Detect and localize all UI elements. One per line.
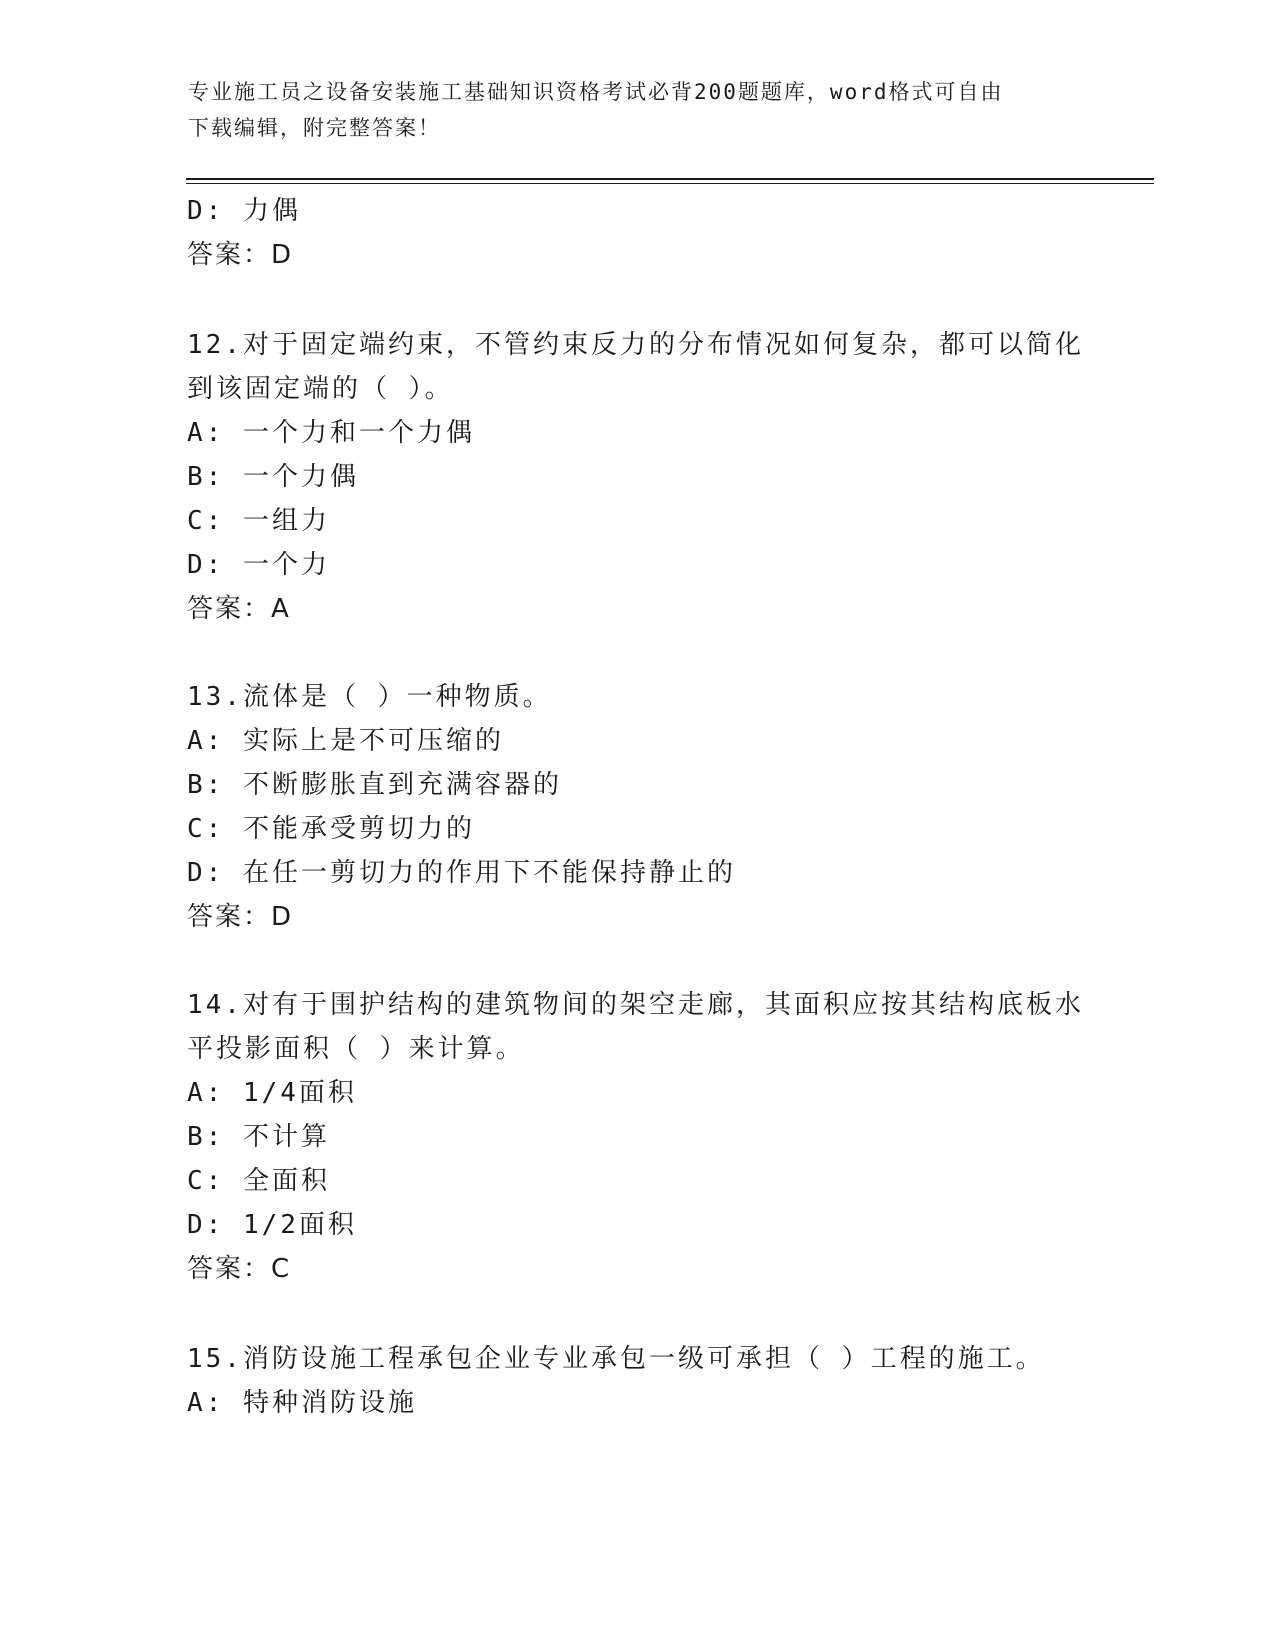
q12-stem-line-2: 到该固定端的（ ）。 bbox=[187, 374, 454, 404]
q15-stem-line-1: 15.消防设施工程承包企业专业承包一级可承担（ ）工程的施工。 bbox=[187, 1344, 1045, 1374]
document-header bbox=[188, 74, 1088, 146]
q13-option-b: B: 不断膨胀直到充满容器的 bbox=[187, 770, 562, 800]
prev-answer: 答案：D bbox=[187, 240, 294, 270]
q12-option-a: A: 一个力和一个力偶 bbox=[187, 418, 475, 448]
q14-option-b: B: 不计算 bbox=[187, 1122, 330, 1152]
q12-option-d: D: 一个力 bbox=[187, 550, 330, 580]
q14-option-d: D: 1/2面积 bbox=[187, 1210, 357, 1240]
header-line-1: 专业施工员之设备安装施工基础知识资格考试必背200题题库，word格式可自由 bbox=[188, 80, 1004, 104]
q14-stem-line-1: 14.对有于围护结构的建筑物间的架空走廊，其面积应按其结构底板水 bbox=[187, 990, 1084, 1020]
header-line-2: 下载编辑，附完整答案！ bbox=[188, 116, 441, 140]
prev-option-d: D: 力偶 bbox=[187, 196, 301, 226]
q14-answer: 答案：C bbox=[187, 1254, 292, 1284]
q13-stem-line-1: 13.流体是（ ）一种物质。 bbox=[187, 682, 552, 712]
q13-answer: 答案：D bbox=[187, 902, 294, 932]
q12-option-b: B: 一个力偶 bbox=[187, 462, 359, 492]
q13-option-d: D: 在任一剪切力的作用下不能保持静止的 bbox=[187, 858, 736, 888]
q14-option-c: C: 全面积 bbox=[187, 1166, 330, 1196]
header-divider-thin bbox=[186, 183, 1154, 184]
q14-stem-line-2: 平投影面积（ ）来计算。 bbox=[187, 1034, 525, 1064]
header-divider-thick bbox=[186, 178, 1154, 180]
q12-option-c: C: 一组力 bbox=[187, 506, 330, 536]
q13-option-c: C: 不能承受剪切力的 bbox=[187, 814, 475, 844]
q15-option-a: A: 特种消防设施 bbox=[187, 1388, 417, 1418]
q12-answer: 答案：A bbox=[187, 594, 291, 624]
q13-option-a: A: 实际上是不可压缩的 bbox=[187, 726, 504, 756]
q14-option-a: A: 1/4面积 bbox=[187, 1078, 357, 1108]
q12-stem-line-1: 12.对于固定端约束，不管约束反力的分布情况如何复杂，都可以简化 bbox=[187, 330, 1084, 360]
